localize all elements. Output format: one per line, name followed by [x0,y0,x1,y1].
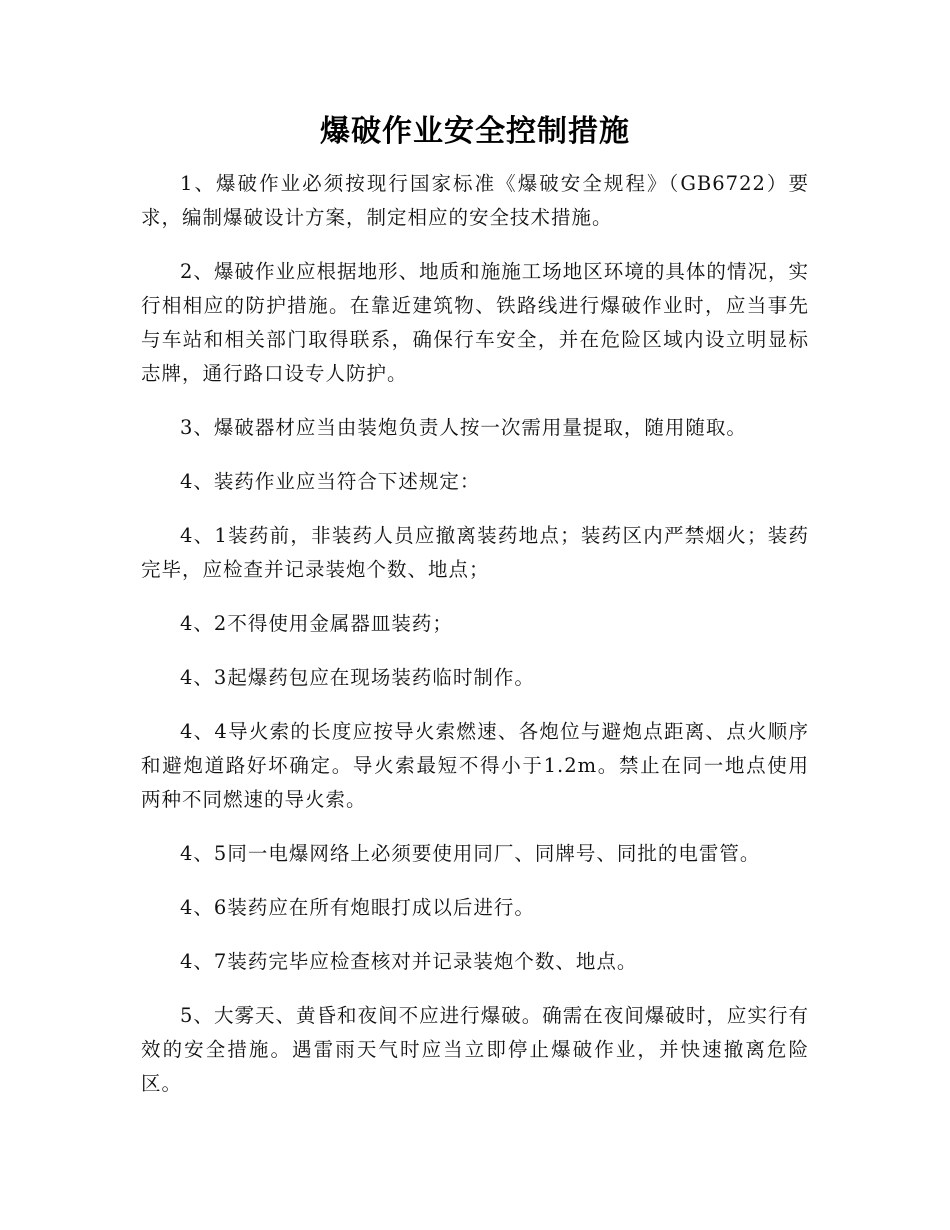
paragraph-4-7: 4、7装药完毕应检查核对并记录装炮个数、地点。 [180,950,638,973]
paragraph-4-2: 4、2不得使用金属器皿装药； [180,612,453,635]
paragraph-4-5: 4、5同一电爆网络上必须要使用同厂、同牌号、同批的电雷管。 [180,842,761,865]
paragraph-3: 3、爆破器材应当由装炮负责人按一次需用量提取，随用随取。 [180,416,747,439]
paragraph-4-1: 4、1装药前，非装药人员应撤离装药地点；装药区内严禁烟火；装药完毕，应检查并记录装炮个数、地点； [141,524,809,581]
paragraph-4-3: 4、3起爆药包应在现场装药临时制作。 [180,666,535,689]
document-body [141,167,809,1121]
paragraph-4-6: 4、6装药应在所有炮眼打成以后进行。 [180,896,535,919]
paragraph-5: 5、大雾天、黄昏和夜间不应进行爆破。确需在夜间爆破时，应实行有效的安全措施。遇雷雨天气时应当立即停止爆破作业，并快速撤离危险区。 [141,1004,809,1095]
paragraph-2: 2、爆破作业应根据地形、地质和施施工场地区环境的具体的情况，实行相相应的防护措施。在靠近建筑物、铁路线进行爆破作业时，应当事先与车站和相关部门取得联系，确保行车安全，并在危险区域内设立明显标志牌，通行路口设专人防护。 [141,260,809,385]
paragraph-1: 1、爆破作业必须按现行国家标准《爆破安全规程》（GB6722）要求，编制爆破设计方案，制定相应的安全技术措施。 [141,172,809,229]
document-title: 爆破作业安全控制措施 [320,114,630,149]
paragraph-4: 4、装药作业应当符合下述规定： [180,470,481,493]
paragraph-4-4: 4、4导火索的长度应按导火索燃速、各炮位与避炮点距离、点火顺序和避炮道路好坏确定。导火索最短不得小于1.2m。禁止在同一地点使用两种不同燃速的导火索。 [141,720,809,811]
